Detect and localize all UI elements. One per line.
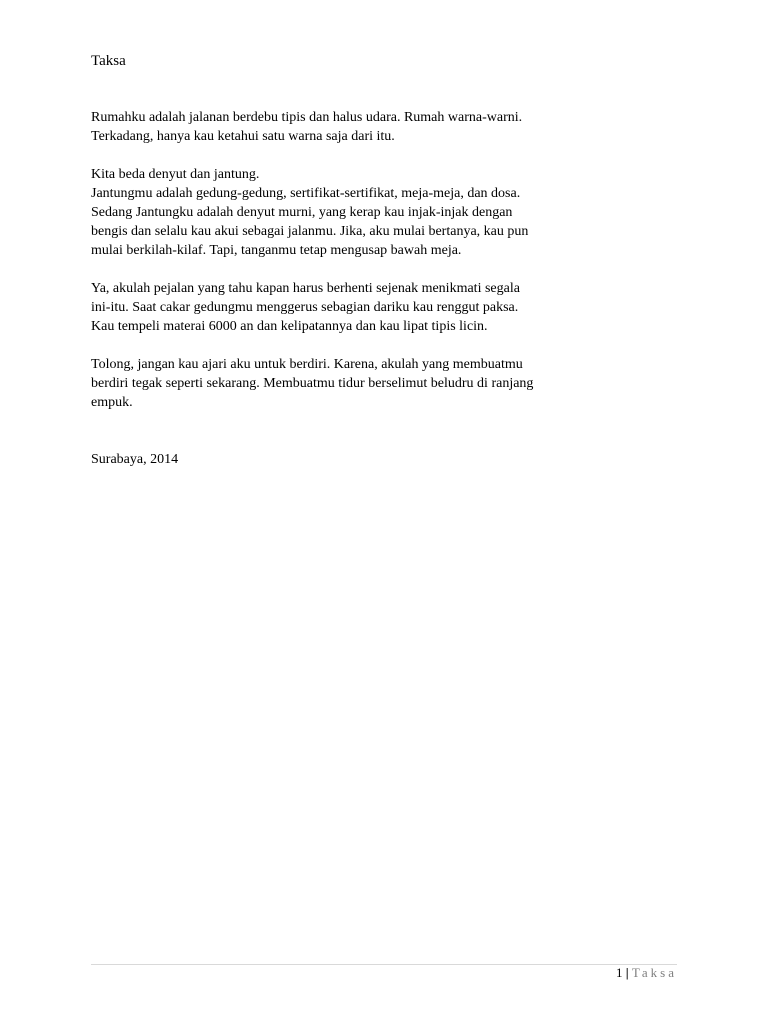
footer-separator: |	[625, 965, 629, 980]
page-footer	[616, 964, 677, 981]
page-number: 1	[615, 965, 623, 980]
poem-line: Sedang Jantungku adalah denyut murni, yang kerap kau injak-injak dengan	[91, 205, 513, 220]
footer-divider	[91, 964, 677, 965]
poem-line: Ya, akulah pejalan yang tahu kapan harus berhenti sejenak menikmati segala	[91, 281, 520, 296]
poem-line: ini-itu. Saat cakar gedungmu menggerus sebagian dariku kau renggut paksa.	[91, 300, 519, 315]
stanza	[91, 355, 561, 412]
poem-line: empuk.	[91, 395, 133, 410]
stanza	[91, 165, 561, 260]
poem-body	[91, 108, 561, 431]
stanza	[91, 108, 561, 146]
poem-line: Tolong, jangan kau ajari aku untuk berdiri. Karena, akulah yang membuatmu	[91, 357, 523, 372]
poem-line: Kau tempeli materai 6000 an dan kelipatannya dan kau lipat tipis licin.	[91, 319, 488, 334]
poem-line: berdiri tegak seperti sekarang. Membuatmu tidur berselimut beludru di ranjang	[91, 376, 534, 391]
stanza	[91, 279, 561, 336]
poem-line: mulai berkilah-kilaf. Tapi, tanganmu tetap mengusap bawah meja.	[91, 243, 462, 258]
poem-signature: Surabaya, 2014	[91, 452, 179, 467]
footer-running-title: Taksa	[631, 965, 677, 980]
poem-line: bengis dan selalu kau akui sebagai jalanmu. Jika, aku mulai bertanya, kau pun	[91, 224, 529, 239]
poem-line: Kita beda denyut dan jantung.	[91, 167, 260, 182]
poem-line: Terkadang, hanya kau ketahui satu warna saja dari itu.	[91, 129, 395, 144]
poem-line: Rumahku adalah jalanan berdebu tipis dan halus udara. Rumah warna-warni.	[91, 110, 523, 125]
poem-title: Taksa	[91, 53, 126, 69]
poem-line: Jantungmu adalah gedung-gedung, sertifikat-sertifikat, meja-meja, dan dosa.	[91, 186, 521, 201]
